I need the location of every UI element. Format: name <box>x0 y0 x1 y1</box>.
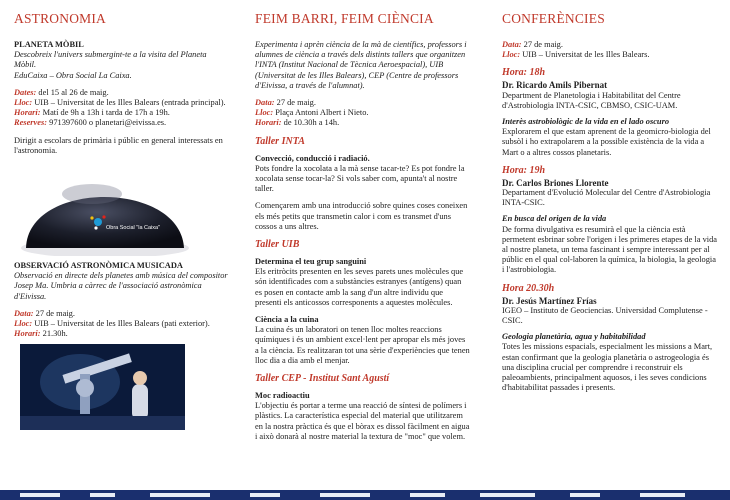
planeta-mobil-details <box>14 88 229 129</box>
talk-title: En busca del origen de la vida <box>502 214 607 224</box>
observatory-photo <box>20 344 185 430</box>
planeta-mobil-heading: PLANETA MÒBIL <box>14 40 84 49</box>
horari-value: Matí de 9h a 13h i tarda de 17h a 19h. <box>40 108 170 118</box>
conferencies-title: CONFERÈNCIES <box>502 11 605 26</box>
talk-abstract: Explorarem el que estam aprenent de la geomicro-biologia del subsòl i ho extrapolarem a la possible existència de la vida a Mart o a altres cossos planetaris. <box>502 127 711 157</box>
conf-data-label: Data: <box>502 40 522 49</box>
obs-horari-value: 21.30h. <box>40 329 68 339</box>
cuina-workshop-title: Ciència a la cuina <box>255 315 319 325</box>
obs-lloc-label: Lloc: <box>14 319 33 329</box>
fb-lloc-label: Lloc: <box>255 108 274 118</box>
conf-lloc-value: UIB – Universitat de les Illes Balears. <box>520 50 650 60</box>
taller-inta-heading: Taller INTA <box>255 135 305 147</box>
planeta-mobil-note: Dirigit a escolars de primària i públic en general interessats en l'astronomia. <box>14 135 223 155</box>
reserves-value: 971397600 o planetari@eivissa.es. <box>47 118 167 128</box>
cuina-workshop-text: La cuina és un laboratori on tenen lloc moltes reaccions químiques i és un ambient excel·lent per apropar els més joves a la ciència. Es realitzaran tot una sèrie d'experiències que tenen lloc dia a dia amb el menjar. <box>255 325 470 365</box>
talk-2 <box>502 165 717 276</box>
bottom-decorative-strip <box>0 490 730 500</box>
inta-workshop-title: Convecció, conducció i radiació. <box>255 153 370 163</box>
taller-uib-heading: Taller UIB <box>255 239 300 251</box>
talk-1 <box>502 67 717 157</box>
observacio-block <box>14 261 229 302</box>
obs-horari-label: Horari: <box>14 329 41 339</box>
talk-affiliation: Departament d'Evolució Molecular del Centre d'Astrobiologia INTA-CSIC. <box>502 188 711 208</box>
cep-workshop-title: Moc radioactiu <box>255 391 310 401</box>
talk-affiliation: Department de Planetologia i Habitabilitat del Centre d'Astrobiologia INTA-CSIC, CBMSO, CSIC-UAM. <box>502 90 681 110</box>
talk-abstract: De forma divulgativa es resumirà el que la ciència està permetent esbrinar sobre l'origen i les primeres etapes de la vida al nostre planeta, un tema fascinant i sempre interessant per al públic en el qual col-laboren la química, la biologia, la geologia i l'astrobiologia. <box>502 224 717 275</box>
fb-data-value: 27 de maig. <box>274 98 316 108</box>
reserves-label: Reserves: <box>14 118 48 128</box>
talk-speaker: Dr. Jesús Martínez Frías <box>502 295 597 306</box>
conferencies-details <box>502 40 717 60</box>
observacio-details <box>14 309 229 340</box>
feim-barri-title: FEIM BARRI, FEIM CIÈNCIA <box>255 11 434 26</box>
talk-abstract: Totes les missions espacials, especialment les missions a Mart, estan confirmant que la geologia planetària o astrogeologia és una disciplina crucial per comprendre i reconstruir els paleoambients, principalment aquosos, i les seves condicions d'habitabilitat passades i presents. <box>502 342 713 393</box>
talk-speaker: Dr. Ricardo Amils Pibernat <box>502 80 608 91</box>
talk-speaker: Dr. Carlos Briones Llorente <box>502 177 609 188</box>
feim-barri-intro: Experimenta i aprèn ciència de la mà de científics, professors i alumnes de ciència a través dels distints tallers que organitzen l'INTA (Institut Nacional de Tècnica Aeroespacial), UIB (Universitat de les Illes Balears), CEP (Centre de professors d'Eivissa, a través de l'alumnat). <box>255 40 467 90</box>
uib-workshop-text: Els eritròcits presenten en les seves parets unes molècules que són identificades com a substàncies estranyes (antígens) quan es posen en contacte amb la sang d'un altre individu que presenti els anticossos corresponents a aquestes molècules. <box>255 267 464 307</box>
feim-barri-column <box>255 0 470 442</box>
talk-title: Geologia planetària, agua y habitabilidad <box>502 332 646 342</box>
inta-workshop-text-2: Començarem amb una introducció sobre quines coses coneixen els més petits que transmetin calor i com es transmet d'uns cossos a uns altres. <box>255 201 468 231</box>
fb-lloc-value: Plaça Antoni Albert i Nieto. <box>273 108 369 118</box>
talk-time: Hora 20.30h <box>502 282 555 294</box>
astronomia-title: ASTRONOMIA <box>14 11 107 26</box>
fb-horari-label: Horari: <box>255 118 282 128</box>
obs-lloc-value: UIB – Universitat de les Illes Balears (pati exterior). <box>32 319 210 329</box>
conferencies-column <box>502 0 717 393</box>
cep-workshop-text: L'objectiu és portar a terme una reacció de síntesi de polímers i plàstics. La característica especial del material que utilitzarem en la nostra pràctica és que el bòrax es dissol fàcilment en aigua i això donarà al nostre material la textura de "moc" que volem. <box>255 401 470 441</box>
feim-barri-details <box>255 98 470 129</box>
uib-workshop-title: Determina el teu grup sanguini <box>255 257 367 267</box>
conf-data-value: 27 de maig. <box>521 40 563 49</box>
astronomia-column <box>14 0 229 430</box>
dates-value: del 15 al 26 de maig. <box>36 87 109 97</box>
planetarium-dome-photo <box>20 160 190 256</box>
planeta-mobil-org: EduCaixa – Obra Social La Caixa. <box>14 70 132 80</box>
planeta-mobil-block <box>14 40 229 81</box>
observatory-illustration <box>20 344 185 430</box>
talk-time: Hora: 18h <box>502 67 546 79</box>
lloc-value: UIB – Universitat de les Illes Balears (entrada principal). <box>32 98 226 108</box>
lloc-label: Lloc: <box>14 98 33 108</box>
taller-cep-heading: Taller CEP - Institut Sant Agustí <box>255 373 390 385</box>
talk-affiliation: IGEO – Instituto de Geociencias. Universidad Complutense - CSIC. <box>502 305 708 326</box>
horari-label: Horari: <box>14 108 41 118</box>
conf-lloc-label: Lloc: <box>502 50 521 60</box>
talk-time: Hora: 19h <box>502 164 546 176</box>
talk-3 <box>502 283 717 394</box>
obs-data-value: 27 de maig. <box>33 308 75 318</box>
fb-data-label: Data: <box>255 98 275 108</box>
planetarium-dome-illustration <box>20 160 190 256</box>
dome-caption: Obra Social "la Caixa" <box>106 225 161 232</box>
observacio-desc: Observació en directe dels planetes amb música del compositor Josep Ma. Umbria a càrrec de l'associació astronòmica d'Eivissa. <box>14 271 228 301</box>
dates-label: Dates: <box>14 87 37 97</box>
fb-horari-value: de 10.30h a 14h. <box>281 118 340 128</box>
talk-title: Interès astrobiològic de la vida en el lado oscuro <box>502 117 670 127</box>
observacio-heading: OBSERVACIÓ ASTRONÒMICA MUSICADA <box>14 261 183 271</box>
inta-workshop-text: Pots fondre la xocolata a la mà sense tacar-te? Es pot fondre la xocolata sense tocar-la? Si vols saber com, apunta't al nostre taller. <box>255 163 465 194</box>
planeta-mobil-desc: Descobreix l'univers submergint-te a la visita del Planeta Mòbil. <box>14 50 207 70</box>
obs-data-label: Data: <box>14 308 34 318</box>
